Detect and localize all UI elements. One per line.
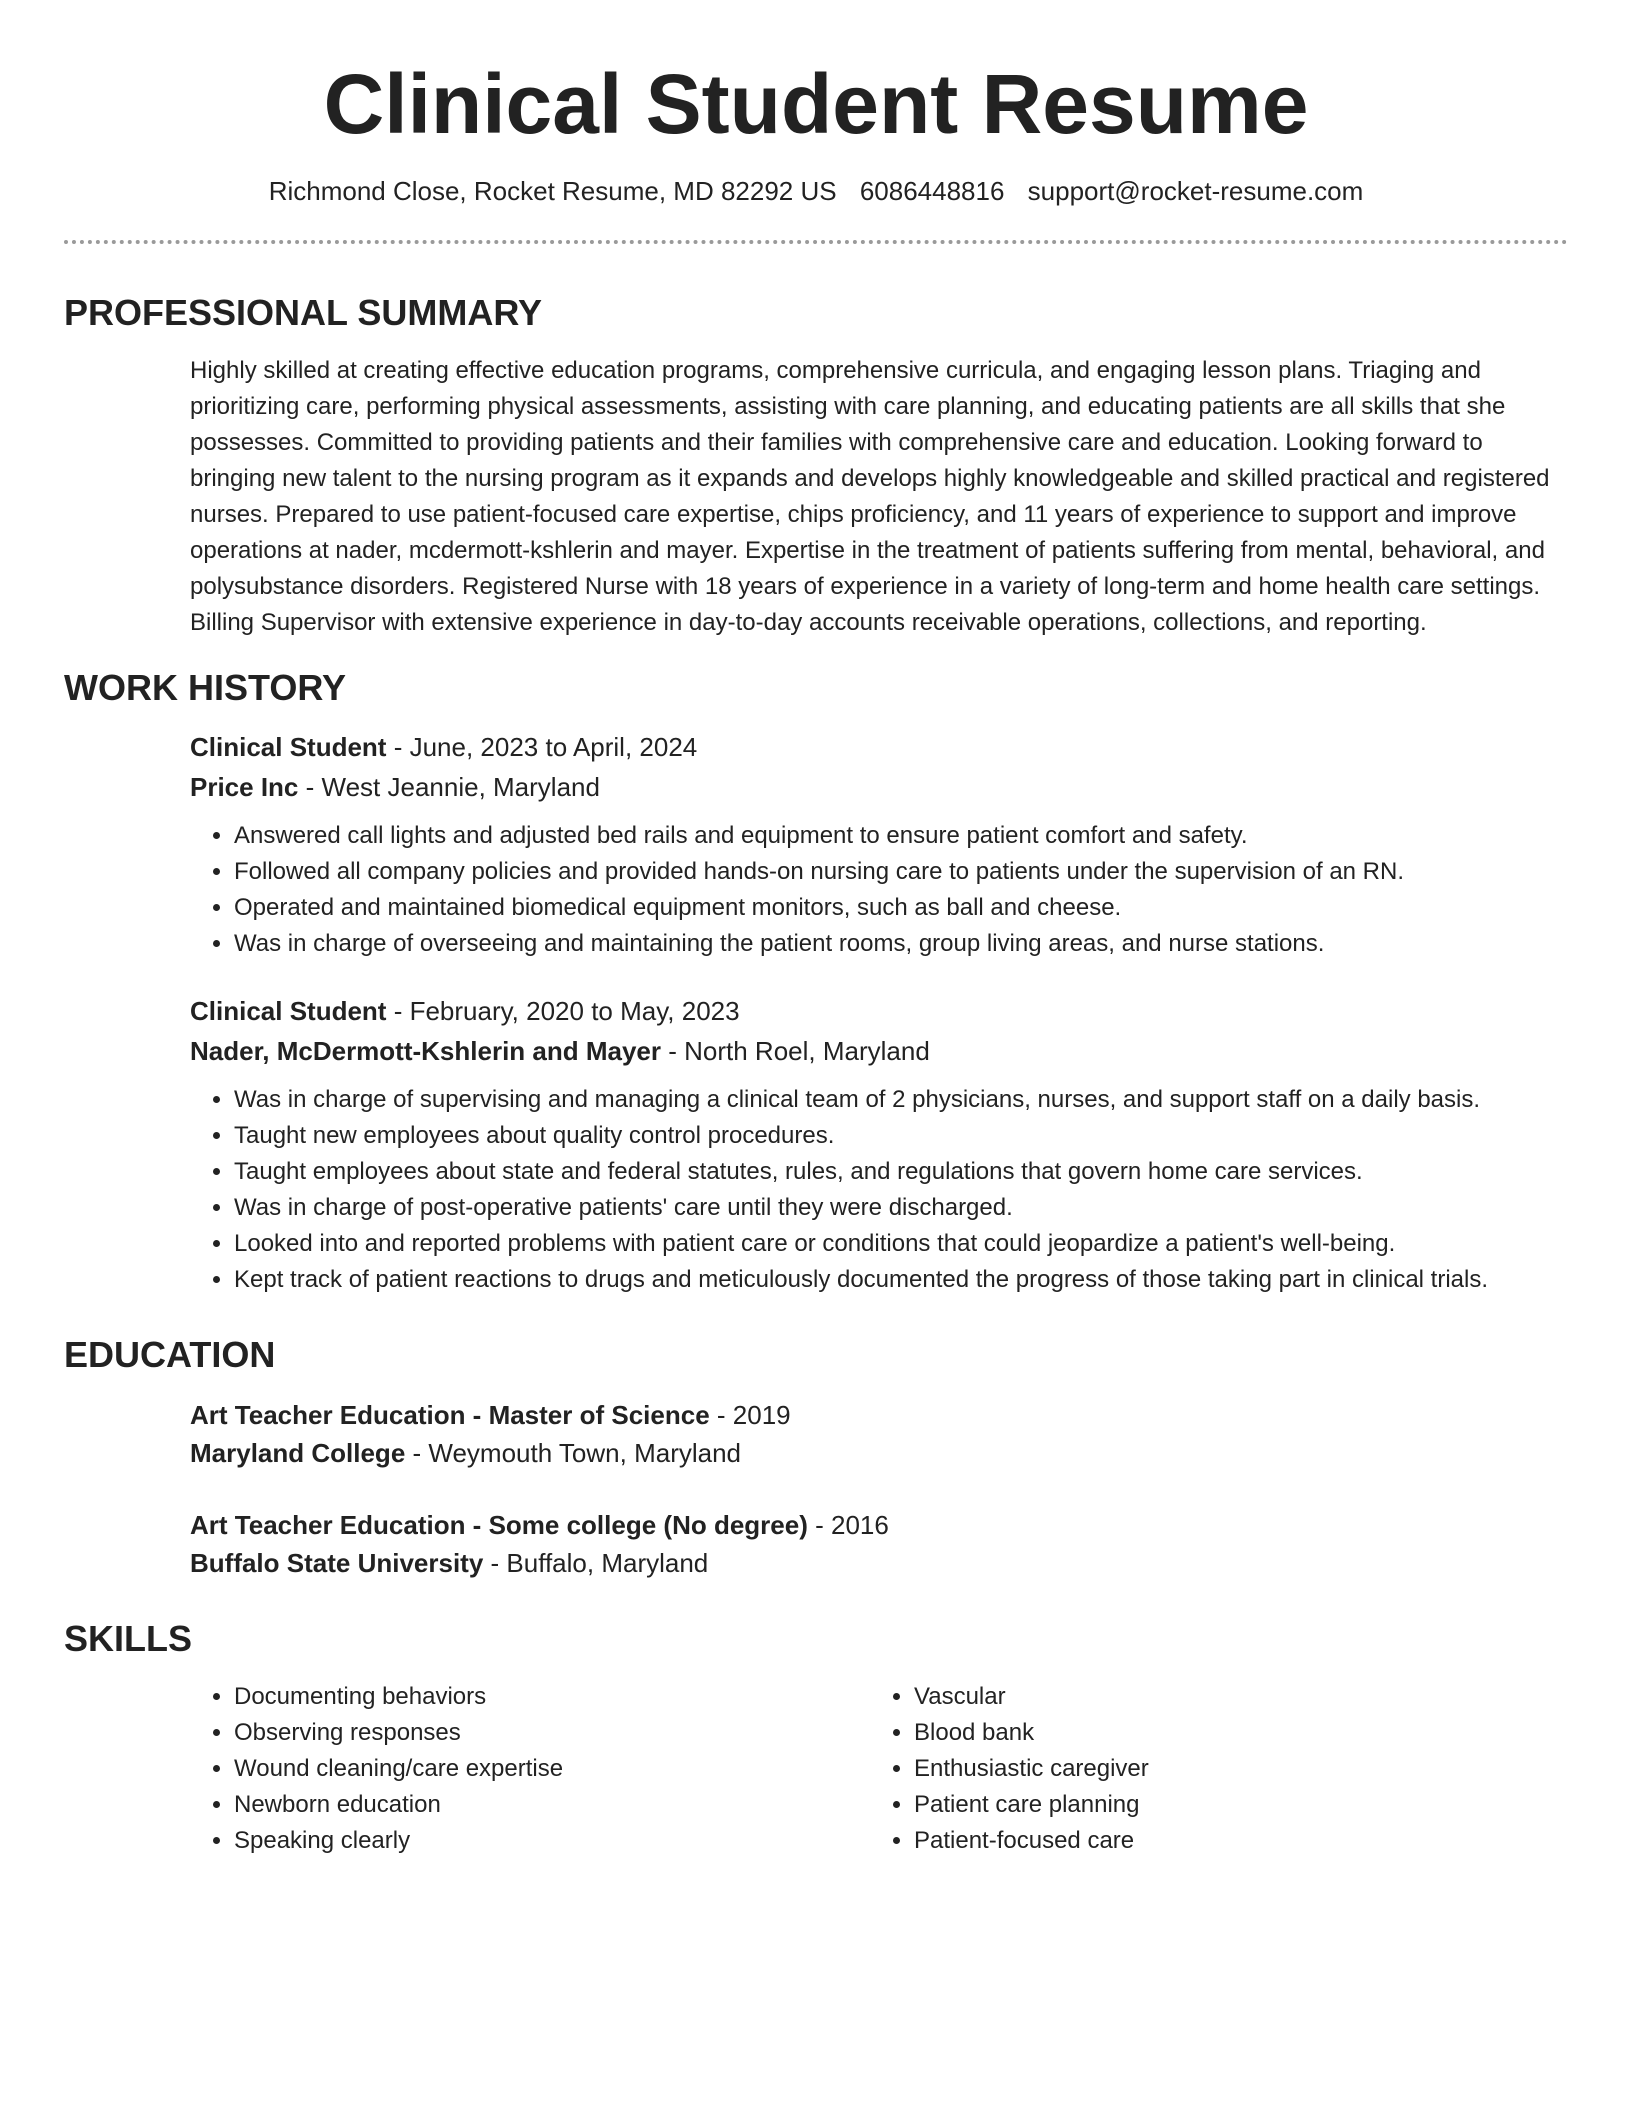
job-company-line <box>190 768 1568 806</box>
section-education <box>64 1334 1568 1581</box>
job-bullets <box>190 1082 1568 1298</box>
job-bullet: • Operated and maintained biomedical equipment monitors, such as ball and cheese. <box>234 890 1568 926</box>
skill-item: • Patient care planning <box>914 1787 1550 1823</box>
section-heading-summary: PROFESSIONAL SUMMARY <box>64 291 543 333</box>
job-bullets <box>190 818 1568 962</box>
skill-item: • Enthusiastic caregiver <box>914 1751 1550 1787</box>
section-skills <box>64 1618 1568 1859</box>
skill-item: • Patient-focused care <box>914 1823 1550 1859</box>
header-divider <box>64 240 1568 244</box>
skill-item: • Newborn education <box>234 1787 870 1823</box>
contact-line <box>64 176 1568 207</box>
education-location: - Buffalo, Maryland <box>483 1547 709 1578</box>
job-bullet: • Looked into and reported problems with patient care or conditions that could jeopardize a patient's well-being. <box>234 1226 1568 1262</box>
education-school-line <box>190 1434 1568 1472</box>
section-work-history <box>64 667 1568 1298</box>
skill-item: • Vascular <box>914 1679 1550 1715</box>
job-bullet: • Was in charge of overseeing and maintaining the patient rooms, group living areas, and nurse stations. <box>234 926 1568 962</box>
job-title-line <box>190 728 1568 766</box>
skills-body <box>190 1679 1568 1859</box>
education-entry <box>190 1506 1568 1582</box>
job-company: Price Inc <box>190 772 299 803</box>
skill-item: • Documenting behaviors <box>234 1679 870 1715</box>
education-location: - Weymouth Town, Maryland <box>405 1437 742 1468</box>
resume-title: Clinical Student Resume <box>323 57 1309 151</box>
skill-item: • Blood bank <box>914 1715 1550 1751</box>
section-professional-summary <box>64 292 1568 641</box>
education-entry <box>190 1396 1568 1472</box>
education-school: Maryland College <box>190 1437 406 1468</box>
skills-list-right <box>870 1679 1550 1859</box>
skill-item: • Speaking clearly <box>234 1823 870 1859</box>
job-bullet: • Taught new employees about quality control procedures. <box>234 1118 1568 1154</box>
job-entry <box>190 992 1568 1298</box>
skill-item: • Observing responses <box>234 1715 870 1751</box>
job-entry <box>190 728 1568 962</box>
education-degree-line <box>190 1506 1568 1544</box>
job-bullet: • Followed all company policies and provided hands-on nursing care to patients under the supervision of an RN. <box>234 854 1568 890</box>
job-title-line <box>190 992 1568 1030</box>
job-company-line <box>190 1032 1568 1070</box>
education-degree: Art Teacher Education - Some college (No degree) <box>190 1509 808 1540</box>
education-school: Buffalo State University <box>190 1547 484 1578</box>
job-company: Nader, McDermott-Kshlerin and Mayer <box>190 1036 662 1067</box>
job-location: - West Jeannie, Maryland <box>298 772 600 803</box>
work-body <box>190 728 1568 1298</box>
summary-text: Highly skilled at creating effective education programs, comprehensive curricula, and engaging lesson plans. Triaging and prioritizing care, performing physical assessments, assisting with care planning, and educating patients are all skills that she possesses. Committed to providing patients and their families with comprehensive care and education. Looking forward to bringing new talent to the nursing program as it expands and develops highly knowledgeable and skilled practical and registered nurses. Prepared to use patient-focused care expertise, chips proficiency, and 11 years of experience to support and improve operations at nader, mcdermott-kshlerin and mayer. Expertise in the treatment of patients suffering from mental, behavioral, and polysubstance disorders. Registered Nurse with 18 years of experience in a variety of long-term and home health care settings. Billing Supervisor with extensive experience in day-to-day accounts receivable operations, collections, and reporting. <box>190 356 1550 636</box>
education-year: - 2016 <box>807 1509 889 1540</box>
section-heading-skills: SKILLS <box>64 1617 193 1659</box>
job-bullet: • Was in charge of post-operative patients' care until they were discharged. <box>234 1190 1568 1226</box>
skills-list-left <box>190 1679 870 1859</box>
education-degree: Art Teacher Education - Master of Science <box>190 1399 710 1430</box>
job-bullet: • Taught employees about state and federal statutes, rules, and regulations that govern home care services. <box>234 1154 1568 1190</box>
contact-email: support@rocket-resume.com <box>1027 176 1364 207</box>
job-title: Clinical Student <box>190 732 387 763</box>
job-dates: - June, 2023 to April, 2024 <box>386 732 698 763</box>
education-school-line <box>190 1544 1568 1582</box>
job-bullet: • Kept track of patient reactions to drugs and meticulously documented the progress of those taking part in clinical trials. <box>234 1262 1568 1298</box>
education-degree-line <box>190 1396 1568 1434</box>
summary-body <box>190 353 1568 641</box>
job-bullet: • Answered call lights and adjusted bed rails and equipment to ensure patient comfort and safety. <box>234 818 1568 854</box>
education-body <box>190 1396 1568 1582</box>
section-heading-work: WORK HISTORY <box>64 666 347 708</box>
contact-phone: 6086448816 <box>859 176 1005 207</box>
job-bullet: • Was in charge of supervising and managing a clinical team of 2 physicians, nurses, and support staff on a daily basis. <box>234 1082 1568 1118</box>
section-heading-education: EDUCATION <box>64 1334 276 1376</box>
job-location: - North Roel, Maryland <box>661 1036 930 1067</box>
contact-address: Richmond Close, Rocket Resume, MD 82292 US <box>268 176 837 207</box>
job-dates: - February, 2020 to May, 2023 <box>386 996 740 1027</box>
education-year: - 2019 <box>709 1399 791 1430</box>
job-title: Clinical Student <box>190 996 387 1027</box>
skill-item: • Wound cleaning/care expertise <box>234 1751 870 1787</box>
